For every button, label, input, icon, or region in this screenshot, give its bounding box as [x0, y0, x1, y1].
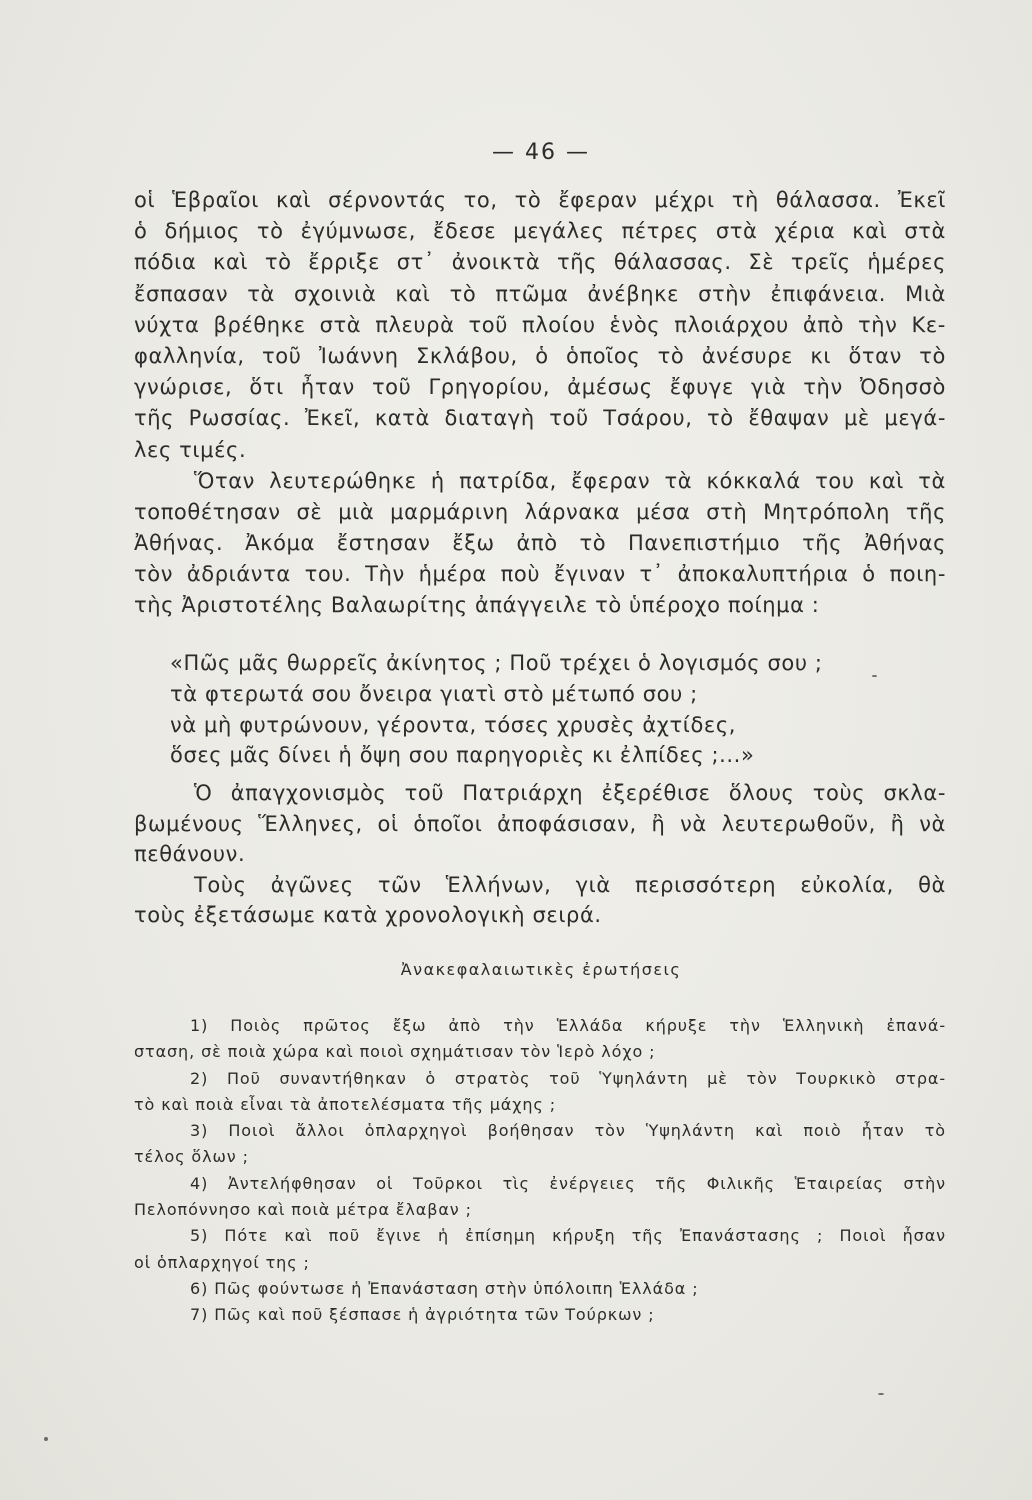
text-line: τοποθέτησαν σὲ μιὰ μαρμάρινη λάρνακα μέσα στὴ Μητρόπολη τῆς	[134, 499, 946, 524]
questions-heading: Ἀνακεφαλαιωτικὲς ἐρωτήσεις	[400, 960, 682, 979]
question-line: Πελοπόννησο καὶ ποιὰ μέτρα ἔλαβαν ;	[134, 1200, 472, 1220]
text-line: γνώρισε, ὅτι ἦταν τοῦ Γρηγορίου, ἀμέσως ἔφυγε γιὰ τὴν Ὀδησσὸ	[134, 375, 946, 400]
question-line: 2) Ποῦ συναντήθηκαν ὁ στρατὸς τοῦ Ὑψηλάντη μὲ τὸν Τουρκικὸ στρα-	[190, 1068, 946, 1088]
paper-speck	[878, 1393, 884, 1395]
text-line: λες τιμές.	[134, 437, 247, 462]
question-line: 3) Ποιοὶ ἄλλοι ὁπλαρχηγοὶ βοήθησαν τὸν Ὑψηλάντη καὶ ποιὸ ἦταν τὸ	[190, 1121, 946, 1141]
question-item	[134, 1276, 946, 1302]
question-item	[134, 1223, 946, 1276]
text-line: Ὅταν λευτερώθηκε ἡ πατρίδα, ἔφεραν τὰ κόκκαλά του καὶ τὰ	[194, 468, 946, 493]
question-item	[134, 1302, 946, 1328]
text-line: τοὺς ἐξετάσωμε κατὰ χρονολογικὴ σειρά.	[134, 903, 602, 927]
text-line: ὁ δήμιος τὸ ἐγύμνωσε, ἔδεσε μεγάλες πέτρες στὰ χέρια καὶ στὰ	[134, 219, 946, 244]
poem-quote	[170, 648, 823, 771]
paragraph-4	[134, 870, 946, 931]
question-line: 1) Ποιὸς πρῶτος ἔξω ἀπὸ τὴν Ἑλλάδα κήρυξε τὴν Ἑλληνικὴ ἐπανά-	[190, 1016, 946, 1035]
text-line: Τοὺς ἀγῶνες τῶν Ἑλλήνων, γιὰ περισσότερη εὐκολία, θὰ	[194, 872, 946, 897]
text-line: φαλληνία, τοῦ Ἰωάννη Σκλάβου, ὁ ὁποῖος τὸ ἀνέσυρε κι ὅταν τὸ	[134, 343, 946, 368]
main-text	[134, 185, 946, 622]
paragraph-3	[134, 778, 946, 870]
page-number: — 46 —	[492, 140, 590, 165]
paragraph-1	[134, 185, 946, 466]
text-line: νύχτα βρέθηκε στὰ πλευρὰ τοῦ πλοίου ἑνὸς πλοιάρχου ἀπὸ τὴν Κε-	[134, 312, 946, 337]
question-item	[134, 1013, 946, 1066]
question-line: 7) Πῶς καὶ ποῦ ξέσπασε ἡ ἀγριότητα τῶν Τούρκων ;	[190, 1305, 655, 1325]
paper-speck	[44, 1437, 48, 1441]
question-line: σταση, σὲ ποιὰ χώρα καὶ ποιοὶ σχημάτισαν τὸν Ἱερὸ λόχο ;	[134, 1042, 656, 1062]
text-line: Ὁ ἀπαγχονισμὸς τοῦ Πατριάρχη ἐξερέθισε ὅλους τοὺς σκλα-	[194, 781, 946, 805]
text-line: τῆς Ρωσσίας. Ἐκεῖ, κατὰ διαταγὴ τοῦ Τσάρου, τὸ ἔθαψαν μὲ μεγά-	[134, 406, 946, 431]
closing-text	[134, 778, 946, 931]
question-line: 4) Ἀντελήφθησαν οἱ Τοῦρκοι τὶς ἐνέργειες τῆς Φιλικῆς Ἑταιρείας στὴν	[190, 1173, 946, 1193]
poem-line: νὰ μὴ φυτρώνουν, γέροντα, τόσες χρυσὲς ἀχτίδες,	[170, 712, 737, 737]
text-line: βωμένους Ἕλληνες, οἱ ὁποῖοι ἀποφάσισαν, ἢ νὰ λευτερωθοῦν, ἢ νὰ	[134, 811, 946, 836]
question-line: οἱ ὁπλαρχηγοί της ;	[134, 1252, 310, 1272]
paragraph-2	[134, 466, 946, 622]
question-item	[134, 1066, 946, 1119]
text-line: πεθάνουν.	[134, 842, 246, 866]
text-line: πόδια καὶ τὸ ἔρριξε στ᾽ ἀνοικτὰ τῆς θάλασσας. Σὲ τρεῖς ἡμέρες	[134, 250, 946, 275]
text-line: Ἀθήνας. Ἀκόμα ἔστησαν ἔξω ἀπὸ τὸ Πανεπιστήμιο τῆς Ἀθήνας	[134, 531, 946, 556]
paper-speck	[872, 675, 877, 677]
text-line: οἱ Ἑβραῖοι καὶ σέρνοντάς το, τὸ ἔφεραν μέχρι τὴ θάλασσα. Ἐκεῖ	[134, 188, 946, 212]
poem-line: «Πῶς μᾶς θωρρεῖς ἀκίνητος ; Ποῦ τρέχει ὁ λογισμός σου ;	[170, 651, 823, 675]
question-line: τὸ καὶ ποιὰ εἶναι τὰ ἀποτελέσματα τῆς μάχης ;	[134, 1094, 556, 1114]
poem-line: ὅσες μᾶς δίνει ἡ ὄψη σου παρηγοριὲς κι ἐλπίδες ;...»	[170, 743, 755, 768]
text-line: τὴς Ἀριστοτέλης Βαλαωρίτης ἀπάγγειλε τὸ ὑπέροχο ποίημα :	[134, 593, 820, 618]
poem-line: τὰ φτερωτά σου ὄνειρα γιατὶ στὸ μέτωπό σου ;	[170, 681, 698, 706]
question-line: 5) Πότε καὶ ποῦ ἔγινε ἡ ἐπίσημη κήρυξη τῆς Ἐπανάστασης ; Ποιοὶ ἦσαν	[190, 1226, 946, 1246]
text-line: ἔσπασαν τὰ σχοινιὰ καὶ τὸ πτῶμα ἀνέβηκε στὴν ἐπιφάνεια. Μιὰ	[134, 281, 946, 306]
question-item	[134, 1118, 946, 1171]
text-line: τὸν ἀδριάντα του. Τὴν ἡμέρα ποὺ ἔγιναν τ᾽ ἀποκαλυπτήρια ὁ ποιη-	[134, 562, 946, 587]
review-questions	[134, 1013, 946, 1329]
question-item	[134, 1171, 946, 1224]
question-line: 6) Πῶς φούντωσε ἡ Ἐπανάσταση στὴν ὑπόλοιπη Ἑλλάδα ;	[190, 1278, 699, 1298]
question-line: τέλος ὅλων ;	[134, 1147, 249, 1167]
